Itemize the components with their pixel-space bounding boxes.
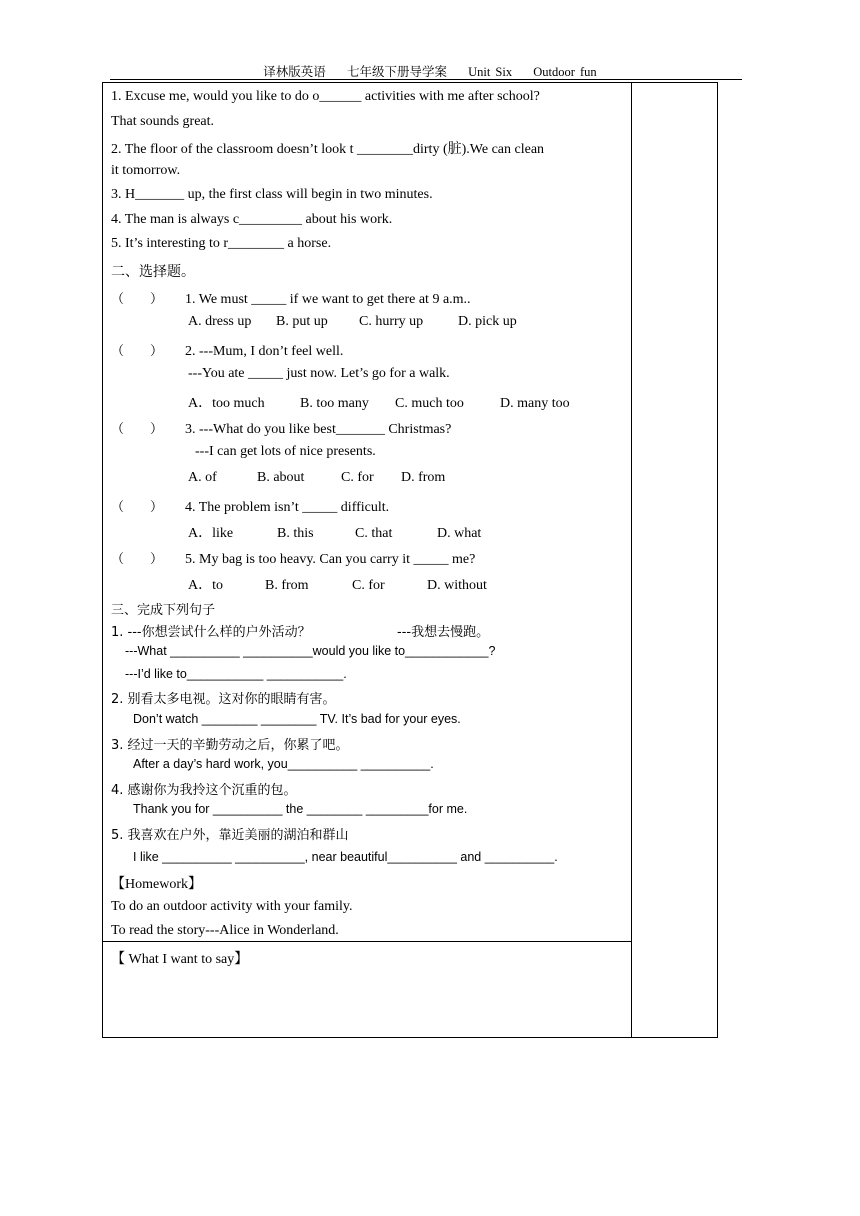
part3-q1-cn-answer: ---我想去慢跑。 <box>397 625 490 640</box>
part1-line: it tomorrow. <box>111 163 181 178</box>
option: C. for <box>352 578 385 593</box>
part3-q4-en: Thank you for __________ the ________ _________for me. <box>133 802 468 816</box>
option: B. this <box>277 526 314 541</box>
header-grade: 七年级下册导学案 <box>346 65 447 79</box>
part3-q2-cn: 2. 别看太多电视。这对你的眼睛有害。 <box>111 692 336 707</box>
part3-q5-cn: 5. 我喜欢在户外，靠近美丽的湖泊和群山 <box>111 828 349 843</box>
option: C. hurry up <box>359 314 424 329</box>
part3-q5-en: I like __________ __________, near beautiful__________ and __________. <box>133 850 558 864</box>
option: B. too many <box>300 396 369 411</box>
question-3 <box>111 418 451 438</box>
option: A．to <box>188 578 223 593</box>
question-stem: 3. ---What do you like best_______ Christmas? <box>185 422 452 437</box>
question-2-options <box>188 392 570 412</box>
part3-q1-cn: 1. ---你想尝试什么样的户外活动？ <box>111 625 311 640</box>
option: B. about <box>257 470 305 485</box>
option: C. much too <box>395 396 464 411</box>
answer-bracket: （ ） <box>111 292 164 307</box>
part2-title: 二、选择题。 <box>111 264 195 280</box>
homework-line: To read the story---Alice in Wonderland. <box>111 923 339 938</box>
row-divider <box>103 941 631 942</box>
question-5 <box>111 548 475 568</box>
option: D. what <box>437 526 482 541</box>
part3-title: 三、完成下列句子 <box>111 603 216 618</box>
part1-line: 5. It’s interesting to r________ a horse. <box>111 236 332 251</box>
option: B. from <box>265 578 309 593</box>
page-header <box>0 62 860 80</box>
header-publisher: 译林版英语 <box>263 65 326 79</box>
question-2-stem2: ---You ate _____ just now. Let’s go for a walk. <box>188 366 450 381</box>
option: A. of <box>188 470 217 485</box>
part1-line: 3. H_______ up, the first class will begin in two minutes. <box>111 187 433 202</box>
question-5-options <box>188 574 487 594</box>
header-rule <box>110 79 742 80</box>
question-1 <box>111 288 471 308</box>
column-divider <box>631 83 632 1037</box>
question-1-options <box>188 314 517 330</box>
question-stem: 2. ---Mum, I don’t feel well. <box>185 344 344 359</box>
part1-line: 4. The man is always c_________ about his work. <box>111 212 393 227</box>
option: D. pick up <box>458 314 517 329</box>
answer-bracket: （ ） <box>111 552 164 567</box>
part1-line: That sounds great. <box>111 114 215 129</box>
option: A. dress up <box>188 314 252 329</box>
homework-line: To do an outdoor activity with your family. <box>111 899 353 914</box>
question-4 <box>111 496 389 516</box>
option: D. without <box>427 578 487 593</box>
header-topic: Outdoor fun <box>533 65 597 79</box>
worksheet-table <box>102 82 718 1038</box>
header-unit: Unit Six <box>468 65 513 79</box>
question-2 <box>111 340 343 360</box>
answer-bracket: （ ） <box>111 500 164 515</box>
option: A．like <box>188 526 234 541</box>
question-stem: 1. We must _____ if we want to get there at 9 a.m.. <box>185 292 471 307</box>
answer-bracket: （ ） <box>111 422 164 437</box>
part1-line: 1. Excuse me, would you like to do o______ activities with me after school? <box>111 89 540 104</box>
answer-bracket: （ ） <box>111 344 164 359</box>
question-3-options <box>188 470 445 486</box>
notes-title: 【 What I want to say】 <box>111 952 249 967</box>
option: C. that <box>355 526 393 541</box>
option: A．too much <box>188 396 265 411</box>
option: D. from <box>401 470 446 485</box>
part3-q3-en: After a day’s hard work, you__________ __________. <box>133 757 434 771</box>
part3-q3-cn: 3. 经过一天的辛勤劳动之后，你累了吧。 <box>111 738 349 753</box>
question-4-options <box>188 522 481 542</box>
part3-q1-en1: ---What __________ __________would you like to____________? <box>125 644 496 658</box>
part3-q2-en: Don’t watch ________ ________ TV. It’s bad for your eyes. <box>133 712 461 726</box>
question-stem: 5. My bag is too heavy. Can you carry it _____ me? <box>185 552 476 567</box>
question-3-stem2: ---I can get lots of nice presents. <box>195 444 376 459</box>
option: D. many too <box>500 396 570 411</box>
option: B. put up <box>276 314 328 329</box>
option: C. for <box>341 470 374 485</box>
part3-q1-en2: ---I’d like to___________ ___________. <box>125 667 347 681</box>
question-stem: 4. The problem isn’t _____ difficult. <box>185 500 390 515</box>
part3-q4-cn: 4. 感谢你为我拎这个沉重的包。 <box>111 783 297 798</box>
part1-line: 2. The floor of the classroom doesn’t look t ________dirty (脏).We can clean <box>111 142 545 157</box>
homework-title: 【Homework】 <box>111 877 202 892</box>
